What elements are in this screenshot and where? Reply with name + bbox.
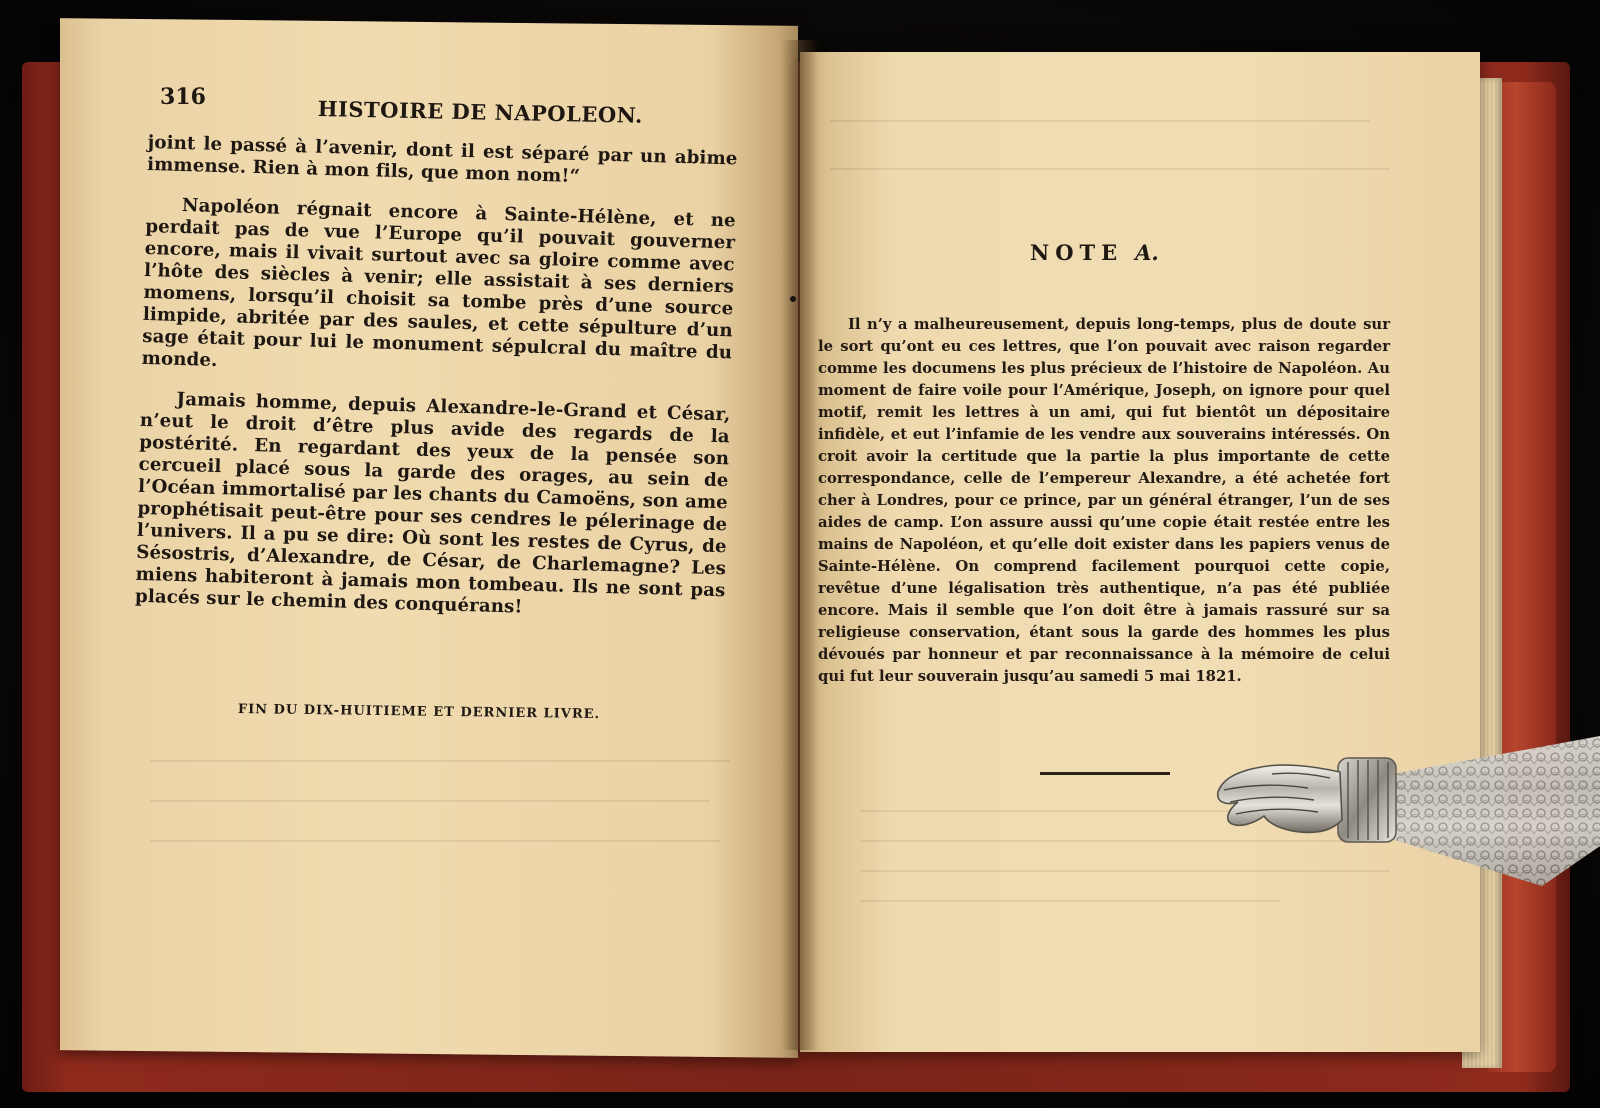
paragraph: Napoléon régnait encore à Sainte-Hélène, et ne perdait pas de vue l’Europe qu’il pouvait gouverner encore, mais il vivait surtout avec sa gloire comme avec l’hôte des siècles à venir; elle assistait à ses derniers momens, lorsqu’il choisit sa tombe près d’une source limpide, abritée par des saules, et cette sépulture d’un sage était pour lui le monument sépulcral du maître du monde. (141, 194, 737, 372)
section-rule (1040, 772, 1170, 775)
book-end-line: FIN DU DIX-HUITIEME ET DERNIER LIVRE. (237, 702, 601, 723)
note-letter: A. (1135, 240, 1159, 265)
paragraph: Il n’y a malheureusement, depuis long-temps, plus de doute sur le sort qu’ont eu ces lettres, que l’on pouvait avec raison regarder comme les documens les plus précieux de l’histoire de Napoléon. Au moment de faire voile pour l’Amérique, Joseph, on ignore pour quel motif, remit les lettres à un ami, qui fut bientôt un dépositaire infidèle, et eut l’infamie de les vendre aux souverains intéressés. On croit avoir la certitude que la partie la plus importante de cette correspondance, celle de l’empereur Alexandre, a été achetée fort cher à Londres, pour ce prince, par un général étranger, l’un de ses aides de camp. L’on assure aussi qu’une copie était restée entre les mains de Napoléon, et qu’elle doit exister dans les papiers venus de Sainte-Hélène. On comprend facilement pourquoi cette copie, revêtue d’une légalisation très authentique, n’a pas été publiée encore. Mais il semble que l’on doit être à jamais rassuré sur sa religieuse conservation, étant sous la garde des hommes les plus dévoués par honneur et par reconnaissance à la mémoire de celui qui fut leur souverain jusqu’au samedi 5 mai 1821. (818, 316, 1390, 685)
running-head: HISTOIRE DE NAPOLEON. (317, 96, 644, 128)
note-body (818, 314, 1390, 688)
left-page-body (134, 132, 738, 642)
paragraph: joint le passé à l’avenir, dont il est séparé par un abime immense. Rien à mon fils, que mon nom!“ (146, 132, 738, 188)
note-title: NOTE (1030, 240, 1124, 265)
page-number: 316 (160, 84, 206, 110)
paragraph: Jamais homme, depuis Alexandre-le-Grand et César, n’eut le droit d’être plus avide des regards de la postérité. En regardant des yeux de la pensée son cercueil placé sous la garde des orages, au sein de l’Océan immortalisé par les chants du Camoëns, son ame prophétisait peut-être pour ses cendres le pélerinage de l’univers. Il a pu se dire: Où sont les restes de Cyrus, de Sésostris, d’Alexandre, de César, de Charlemagne? Les miens habiteront à jamais mon tombeau. Ils ne sont pas placés sur le chemin des conquérans! (134, 388, 731, 618)
page-speck (790, 296, 796, 302)
note-heading (1030, 240, 1159, 265)
